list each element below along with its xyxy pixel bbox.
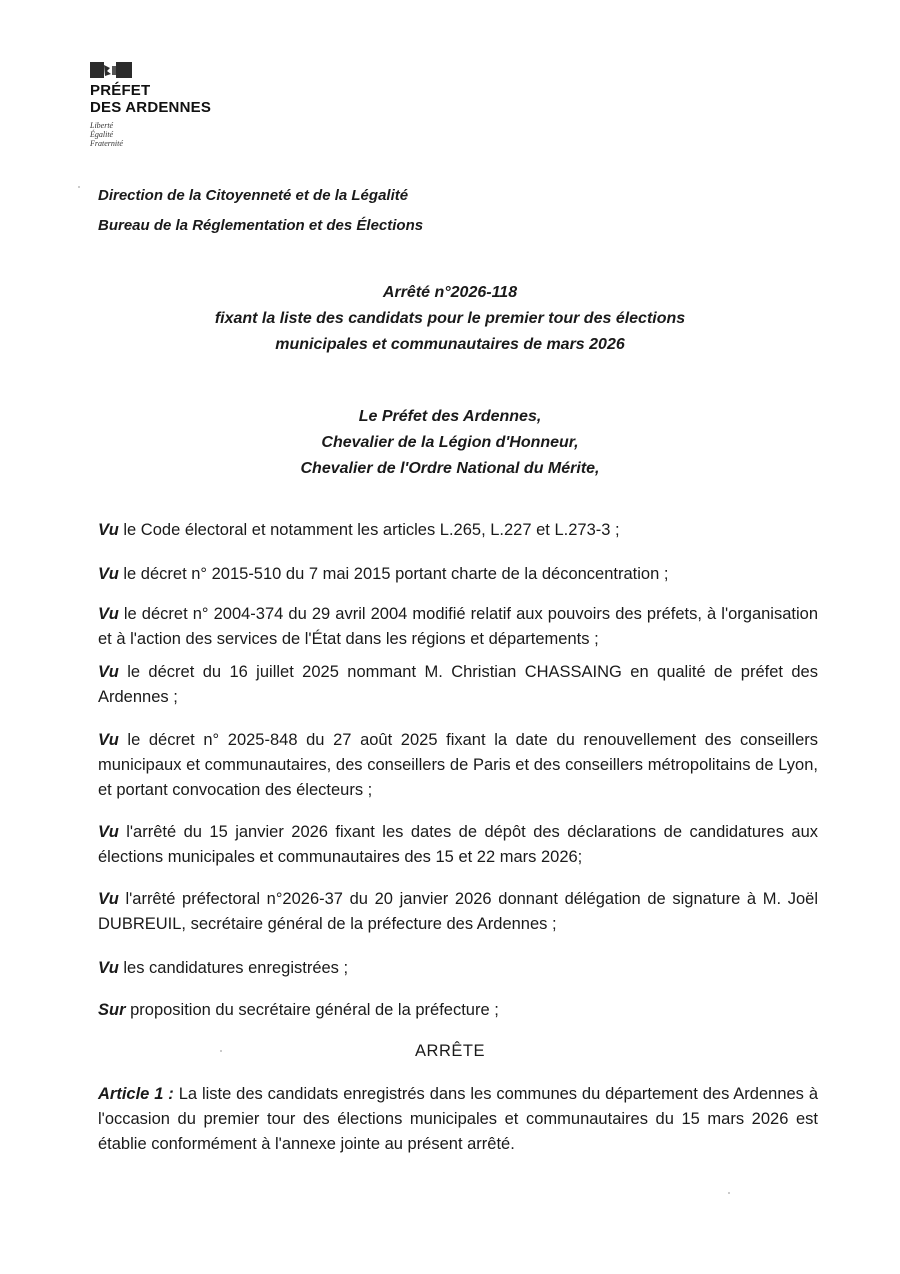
- visa-paragraph: [98, 998, 818, 1023]
- motto-egalite: Égalité: [90, 130, 114, 139]
- visa-text: le décret n° 2015-510 du 7 mai 2015 portant charte de la déconcentration ;: [118, 565, 669, 583]
- visa-text: l'arrêté du 15 janvier 2026 fixant les dates de dépôt des déclarations de candidatures aux élections municipales et communautaires des 15 et 22 mars 2026;: [98, 823, 818, 866]
- visa-text: les candidatures enregistrées ;: [118, 959, 349, 977]
- bureau-label: Bureau de la Réglementation et des Élections: [98, 217, 424, 234]
- visa-keyword: Vu: [98, 605, 119, 623]
- visa-keyword: Vu: [98, 663, 119, 681]
- prefecture-logo: [90, 62, 211, 148]
- prefet-line-1: Le Préfet des Ardennes,: [358, 408, 542, 425]
- logo-line-1: PRÉFET: [90, 82, 151, 99]
- article-1-label: Article 1 :: [98, 1085, 174, 1103]
- visa-keyword: Sur: [98, 1001, 126, 1019]
- visa-paragraph: [98, 956, 818, 981]
- visa-paragraph: [98, 820, 818, 870]
- direction-label: Direction de la Citoyenneté et de la Légalité: [98, 187, 409, 204]
- arrete-number: Arrêté n°2026-118: [382, 284, 518, 301]
- visa-keyword: Vu: [98, 521, 119, 539]
- visa-paragraph: [98, 562, 818, 587]
- prefet-line-3: Chevalier de l'Ordre National du Mérite,: [300, 460, 600, 477]
- visa-paragraph: [98, 660, 818, 710]
- visa-text: le Code électoral et notamment les articles L.265, L.227 et L.273-3 ;: [118, 521, 620, 539]
- visa-paragraph: [98, 728, 818, 803]
- visa-text: le décret n° 2025-848 du 27 août 2025 fixant la date du renouvellement des conseillers municipaux et communautaires, des conseillers de Paris et des conseillers métropolitains de Lyon, et portant convocation des électeurs ;: [98, 731, 818, 799]
- visa-text: proposition du secrétaire général de la préfecture ;: [125, 1001, 499, 1019]
- prefet-block: [0, 404, 900, 482]
- marianne-logo-icon: [90, 62, 134, 78]
- visa-text: le décret n° 2004-374 du 29 avril 2004 modifié relatif aux pouvoirs des préfets, à l'organisation et à l'action des services de l'État dans les régions et départements ;: [98, 605, 818, 648]
- visa-keyword: Vu: [98, 823, 119, 841]
- visa-paragraph: [98, 602, 818, 652]
- visa-text: le décret du 16 juillet 2025 nommant M. Christian CHASSAING en qualité de préfet des Ardennes ;: [98, 663, 818, 706]
- motto: [90, 121, 211, 148]
- arrete-subject-line-2: municipales et communautaires de mars 2026: [275, 336, 625, 353]
- arrete-title: [0, 280, 900, 358]
- visa-keyword: Vu: [98, 565, 119, 583]
- logo-line-2: DES ARDENNES: [90, 99, 212, 116]
- scan-speck: [728, 1192, 730, 1194]
- motto-liberte: Liberté: [90, 121, 114, 130]
- prefet-line-2: Chevalier de la Légion d'Honneur,: [321, 434, 579, 451]
- visa-paragraph: [98, 887, 818, 937]
- visa-keyword: Vu: [98, 731, 119, 749]
- article-1-text: La liste des candidats enregistrés dans les communes du département des Ardennes à l'occasion du premier tour des élections municipales et communautaires du 15 mars 2026 est établie conformément à l'annexe jointe au présent arrêté.: [98, 1085, 818, 1153]
- motto-fraternite: Fraternité: [90, 139, 123, 148]
- visa-paragraph: [98, 518, 818, 543]
- scan-speck: [78, 186, 80, 188]
- visa-keyword: Vu: [98, 959, 119, 977]
- arrete-subject-line-1: fixant la liste des candidats pour le premier tour des élections: [214, 310, 686, 327]
- visa-text: l'arrêté préfectoral n°2026-37 du 20 janvier 2026 donnant délégation de signature à M. Joël DUBREUIL, secrétaire général de la préfecture des Ardennes ;: [98, 890, 818, 933]
- arrete-heading: ARRÊTE: [415, 1042, 485, 1060]
- visa-keyword: Vu: [98, 890, 119, 908]
- article-1: [98, 1082, 818, 1157]
